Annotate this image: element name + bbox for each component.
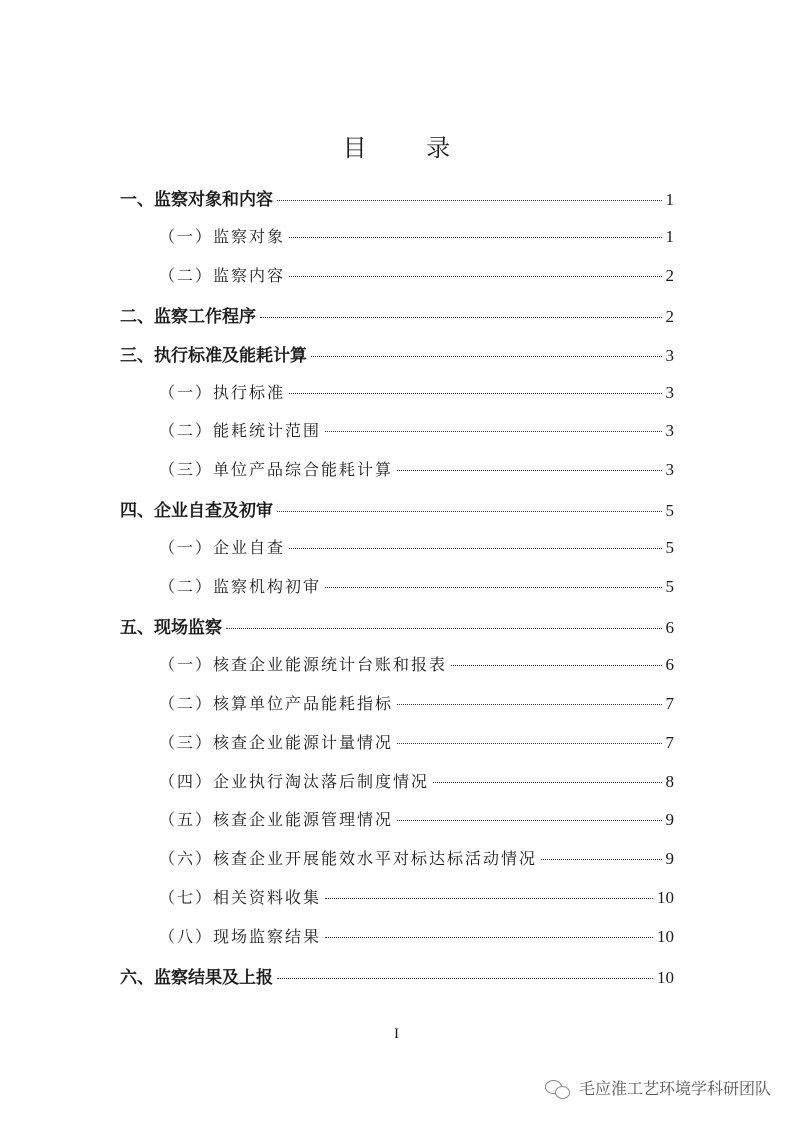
toc-entry-page: 1 [665,226,674,246]
toc-entry-page: 6 [665,617,674,637]
toc-dot-leader [289,276,661,277]
toc-entry-page: 8 [665,771,674,791]
toc-entry-label: （二）核算单位产品能耗指标 [159,693,394,713]
toc-dot-leader [325,587,661,588]
watermark-text: 毛应淮工艺环境学科研团队 [578,1079,771,1098]
toc-entry[interactable] [159,924,674,947]
toc-dot-leader [289,548,661,549]
toc-entry-page: 6 [665,654,674,674]
toc-entry-label: （五）核查企业能源管理情况 [159,810,394,830]
watermark [545,1076,771,1099]
toc-entry-label: 三、执行标准及能耗计算 [120,345,307,366]
toc-entry-label: 二、监察工作程序 [120,306,256,327]
wechat-icon [545,1078,571,1098]
toc-entry-page: 2 [665,265,674,285]
toc-entry-page: 3 [665,382,674,402]
toc-entry[interactable] [120,963,674,988]
toc-entry[interactable] [159,535,674,558]
toc-dot-leader [325,898,653,899]
toc-entry[interactable] [120,302,674,327]
toc-entry[interactable] [159,457,674,480]
toc-entry-label: 一、监察对象和内容 [120,190,273,210]
toc-dot-leader [226,628,662,629]
toc-entry-page: 10 [657,888,674,908]
toc-entry-page: 7 [665,693,674,713]
toc-entry-label: （一）企业自查 [159,538,286,558]
toc-dot-leader [277,978,653,979]
toc-entry-page: 5 [665,501,674,521]
toc-entry-page: 3 [665,421,674,441]
toc-entry[interactable] [120,613,674,638]
toc-dot-leader [397,470,661,471]
toc-entry[interactable] [159,885,674,908]
toc-entry-label: （二）监察内容 [159,265,286,285]
toc-entry-label: （二）监察机构初审 [159,577,322,596]
toc-entry-label: （三）单位产品综合能耗计算 [159,460,394,480]
toc-entry-label: （二）能耗统计范围 [159,421,322,441]
toc-entry-label: （四）企业执行淘汰落后制度情况 [159,771,430,791]
toc-entry-label: （一）核查企业能源统计台账和报表 [159,654,448,674]
toc-entry[interactable] [159,380,674,403]
toc-dot-leader [277,200,662,201]
toc-dot-leader [397,820,661,821]
toc-dot-leader [260,317,662,318]
toc-dot-leader [325,431,661,432]
toc-dot-leader [289,393,661,394]
page-title: 目 录 [342,134,477,162]
toc-entry-page: 2 [665,306,674,326]
toc-entry[interactable] [159,418,674,441]
toc-entry-page: 9 [665,810,674,830]
toc-entry-label: （八）现场监察结果 [159,927,322,947]
toc-entry-label: （六）核查企业开展能效水平对标达标活动情况 [159,849,538,869]
toc-dot-leader [397,743,661,744]
toc-dot-leader [433,782,661,783]
toc-entry[interactable] [159,769,674,792]
toc-entry-page: 9 [665,849,674,869]
toc-entry[interactable] [120,341,674,366]
toc-dot-leader [325,937,653,938]
toc-dot-leader [289,237,661,238]
toc-entry-page: 3 [665,460,674,480]
toc-entry[interactable] [159,263,674,286]
toc-entry-label: （一）监察对象 [159,226,286,246]
toc-entry[interactable] [159,224,674,247]
toc-entry-label: 五、现场监察 [120,617,222,638]
toc-entry[interactable] [120,496,674,521]
toc-entry-page: 5 [665,577,674,596]
toc-dot-leader [311,356,662,357]
toc-entry-page: 5 [665,538,674,558]
toc-entry-label: 四、企业自查及初审 [120,501,273,522]
toc-entry[interactable] [159,846,674,869]
toc-dot-leader [451,665,661,666]
toc-entry-label: （一）执行标准 [159,382,286,402]
toc-entry-page: 1 [665,190,674,209]
toc-entry[interactable] [159,652,674,675]
toc-dot-leader [277,511,662,512]
toc-dot-leader [541,859,661,860]
toc-entry-page: 10 [657,927,674,947]
toc-entry[interactable] [120,185,674,210]
page-number: I [394,1026,399,1042]
toc-entry-page: 10 [657,968,674,987]
toc-entry-label: （三）核查企业能源计量情况 [159,732,394,752]
toc-entry-page: 3 [665,345,674,365]
toc-entry-page: 7 [665,732,674,752]
toc-entry[interactable] [159,807,674,830]
toc-dot-leader [397,704,661,705]
toc-entry-label: 六、监察结果及上报 [120,968,273,988]
toc-entry-label: （七）相关资料收集 [159,888,322,908]
toc-entry[interactable] [159,730,674,753]
toc-entry[interactable] [159,691,674,714]
toc-entry[interactable] [159,574,674,597]
